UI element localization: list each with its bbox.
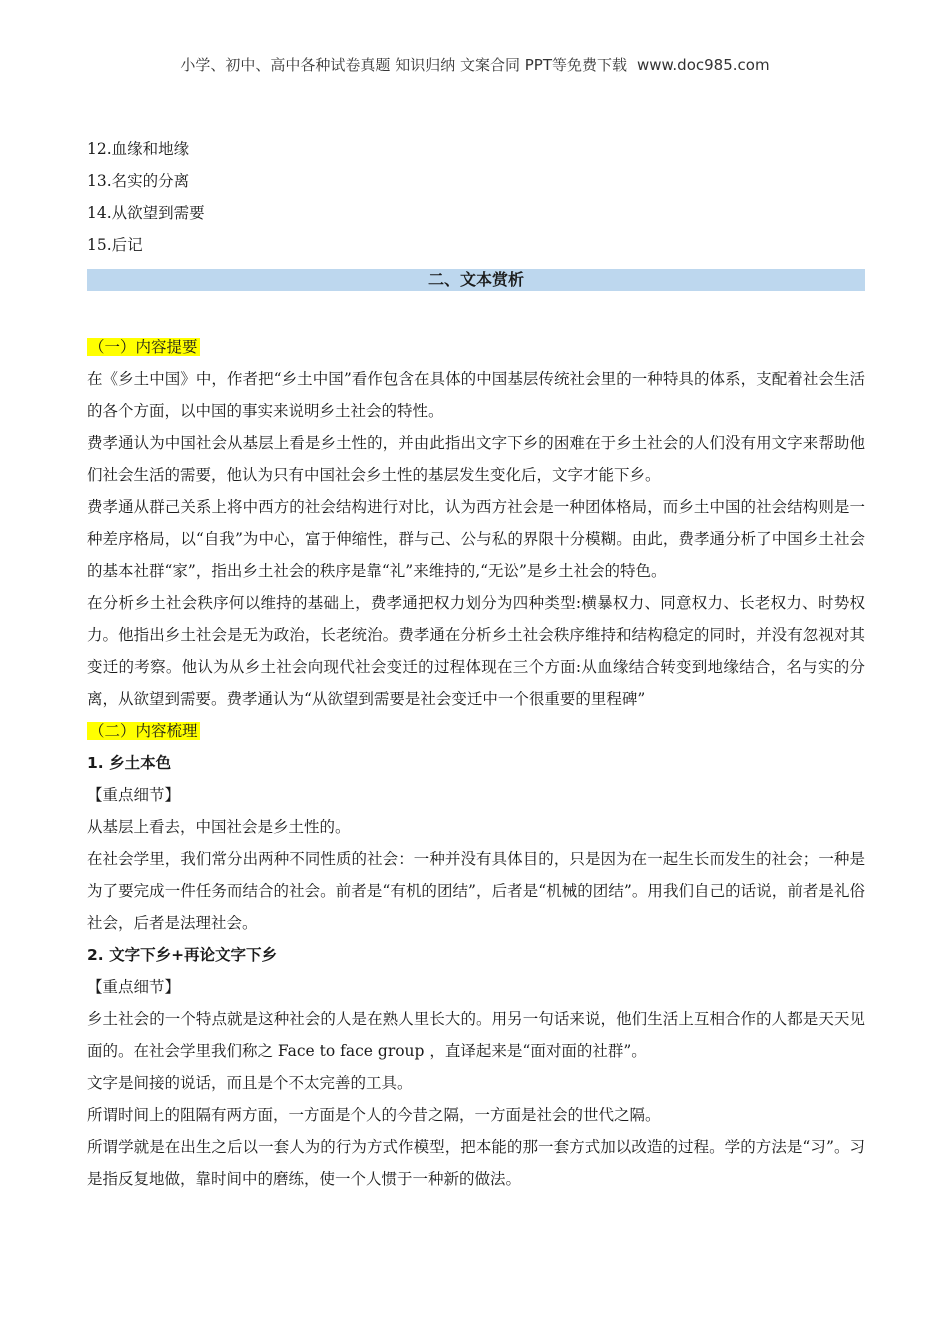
toc-item: 14.从欲望到需要 <box>87 204 205 222</box>
subsection-title: 2. 文字下乡+再论文字下乡 <box>87 946 278 964</box>
paragraph: 费孝通认为中国社会从基层上看是乡土性的，并由此指出文字下乡的困难在于乡土社会的人们没有用文字来帮助他们社会生活的需要，他认为只有中国社会乡土性的基层发生变化后，文字才能下乡。 <box>87 434 865 484</box>
paragraph: 在《乡土中国》中，作者把“乡土中国”看作包含在具体的中国基层传统社会里的一种特具的体系，支配着社会生活的各个方面，以中国的事实来说明乡土社会的特性。 <box>87 370 865 420</box>
key-detail-label: 【重点细节】 <box>87 978 181 996</box>
part2-heading: （二）内容梳理 <box>89 722 198 740</box>
paragraph: 文字是间接的说话，而且是个不太完善的工具。 <box>87 1074 413 1092</box>
paragraph: 从基层上看去，中国社会是乡土性的。 <box>87 818 351 836</box>
paragraph: 在分析乡土社会秩序何以维持的基础上，费孝通把权力划分为四种类型:横暴权力、同意权力、长老权力、时势权力。他指出乡土社会是无为政治，长老统治。费孝通在分析乡土社会秩序维持和结构稳定的同时，并没有忽视对其变迁的考察。他认为从乡土社会向现代社会变迁的过程体现在三个方面:从血缘结合转变到地缘结合，名与实的分离，从欲望到需要。费孝通认为“从欲望到需要是社会变迁中一个很重要的里程碑” <box>87 594 865 708</box>
header-title: 小学、初中、高中各种试卷真题 知识归纳 文案合同 PPT等免费下载 <box>180 56 627 74</box>
subsection-title: 1. 乡土本色 <box>87 754 172 772</box>
toc-item: 15.后记 <box>87 236 143 254</box>
toc-item: 13.名实的分离 <box>87 172 190 190</box>
part1-heading: （一）内容提要 <box>89 338 198 356</box>
key-detail-label: 【重点细节】 <box>87 786 181 804</box>
header-url[interactable]: www.doc985.com <box>636 56 770 74</box>
paragraph: 所谓时间上的阻隔有两方面，一方面是个人的今昔之隔，一方面是社会的世代之隔。 <box>87 1106 661 1124</box>
paragraph: 所谓学就是在出生之后以一套人为的行为方式作模型，把本能的那一套方式加以改造的过程。学的方法是“习”。习是指反复地做，靠时间中的磨练，使一个人惯于一种新的做法。 <box>87 1138 865 1188</box>
toc-item: 12.血缘和地缘 <box>87 140 190 158</box>
paragraph: 费孝通从群己关系上将中西方的社会结构进行对比，认为西方社会是一种团体格局，而乡土中国的社会结构则是一种差序格局，以“自我”为中心，富于伸缩性，群与己、公与私的界限十分模糊。由此，费孝通分析了中国乡土社会的基本社群“家”，指出乡土社会的秩序是靠“礼”来维持的,“无讼”是乡土社会的特色。 <box>87 498 865 580</box>
section-title: 二、文本赏析 <box>87 269 865 291</box>
paragraph: 在社会学里，我们常分出两种不同性质的社会：一种并没有具体目的，只是因为在一起生长而发生的社会；一种是为了要完成一件任务而结合的社会。前者是“有机的团结”，后者是“机械的团结”。用我们自己的话说，前者是礼俗社会，后者是法理社会。 <box>87 850 865 932</box>
paragraph: 乡土社会的一个特点就是这种社会的人是在熟人里长大的。用另一句话来说，他们生活上互相合作的人都是天天见面的。在社会学里我们称之 Face to face group ，直译起来是“面对面的社群”。 <box>87 1010 865 1060</box>
page-header <box>0 54 950 75</box>
spacer <box>87 291 865 331</box>
document-body <box>87 133 865 1195</box>
